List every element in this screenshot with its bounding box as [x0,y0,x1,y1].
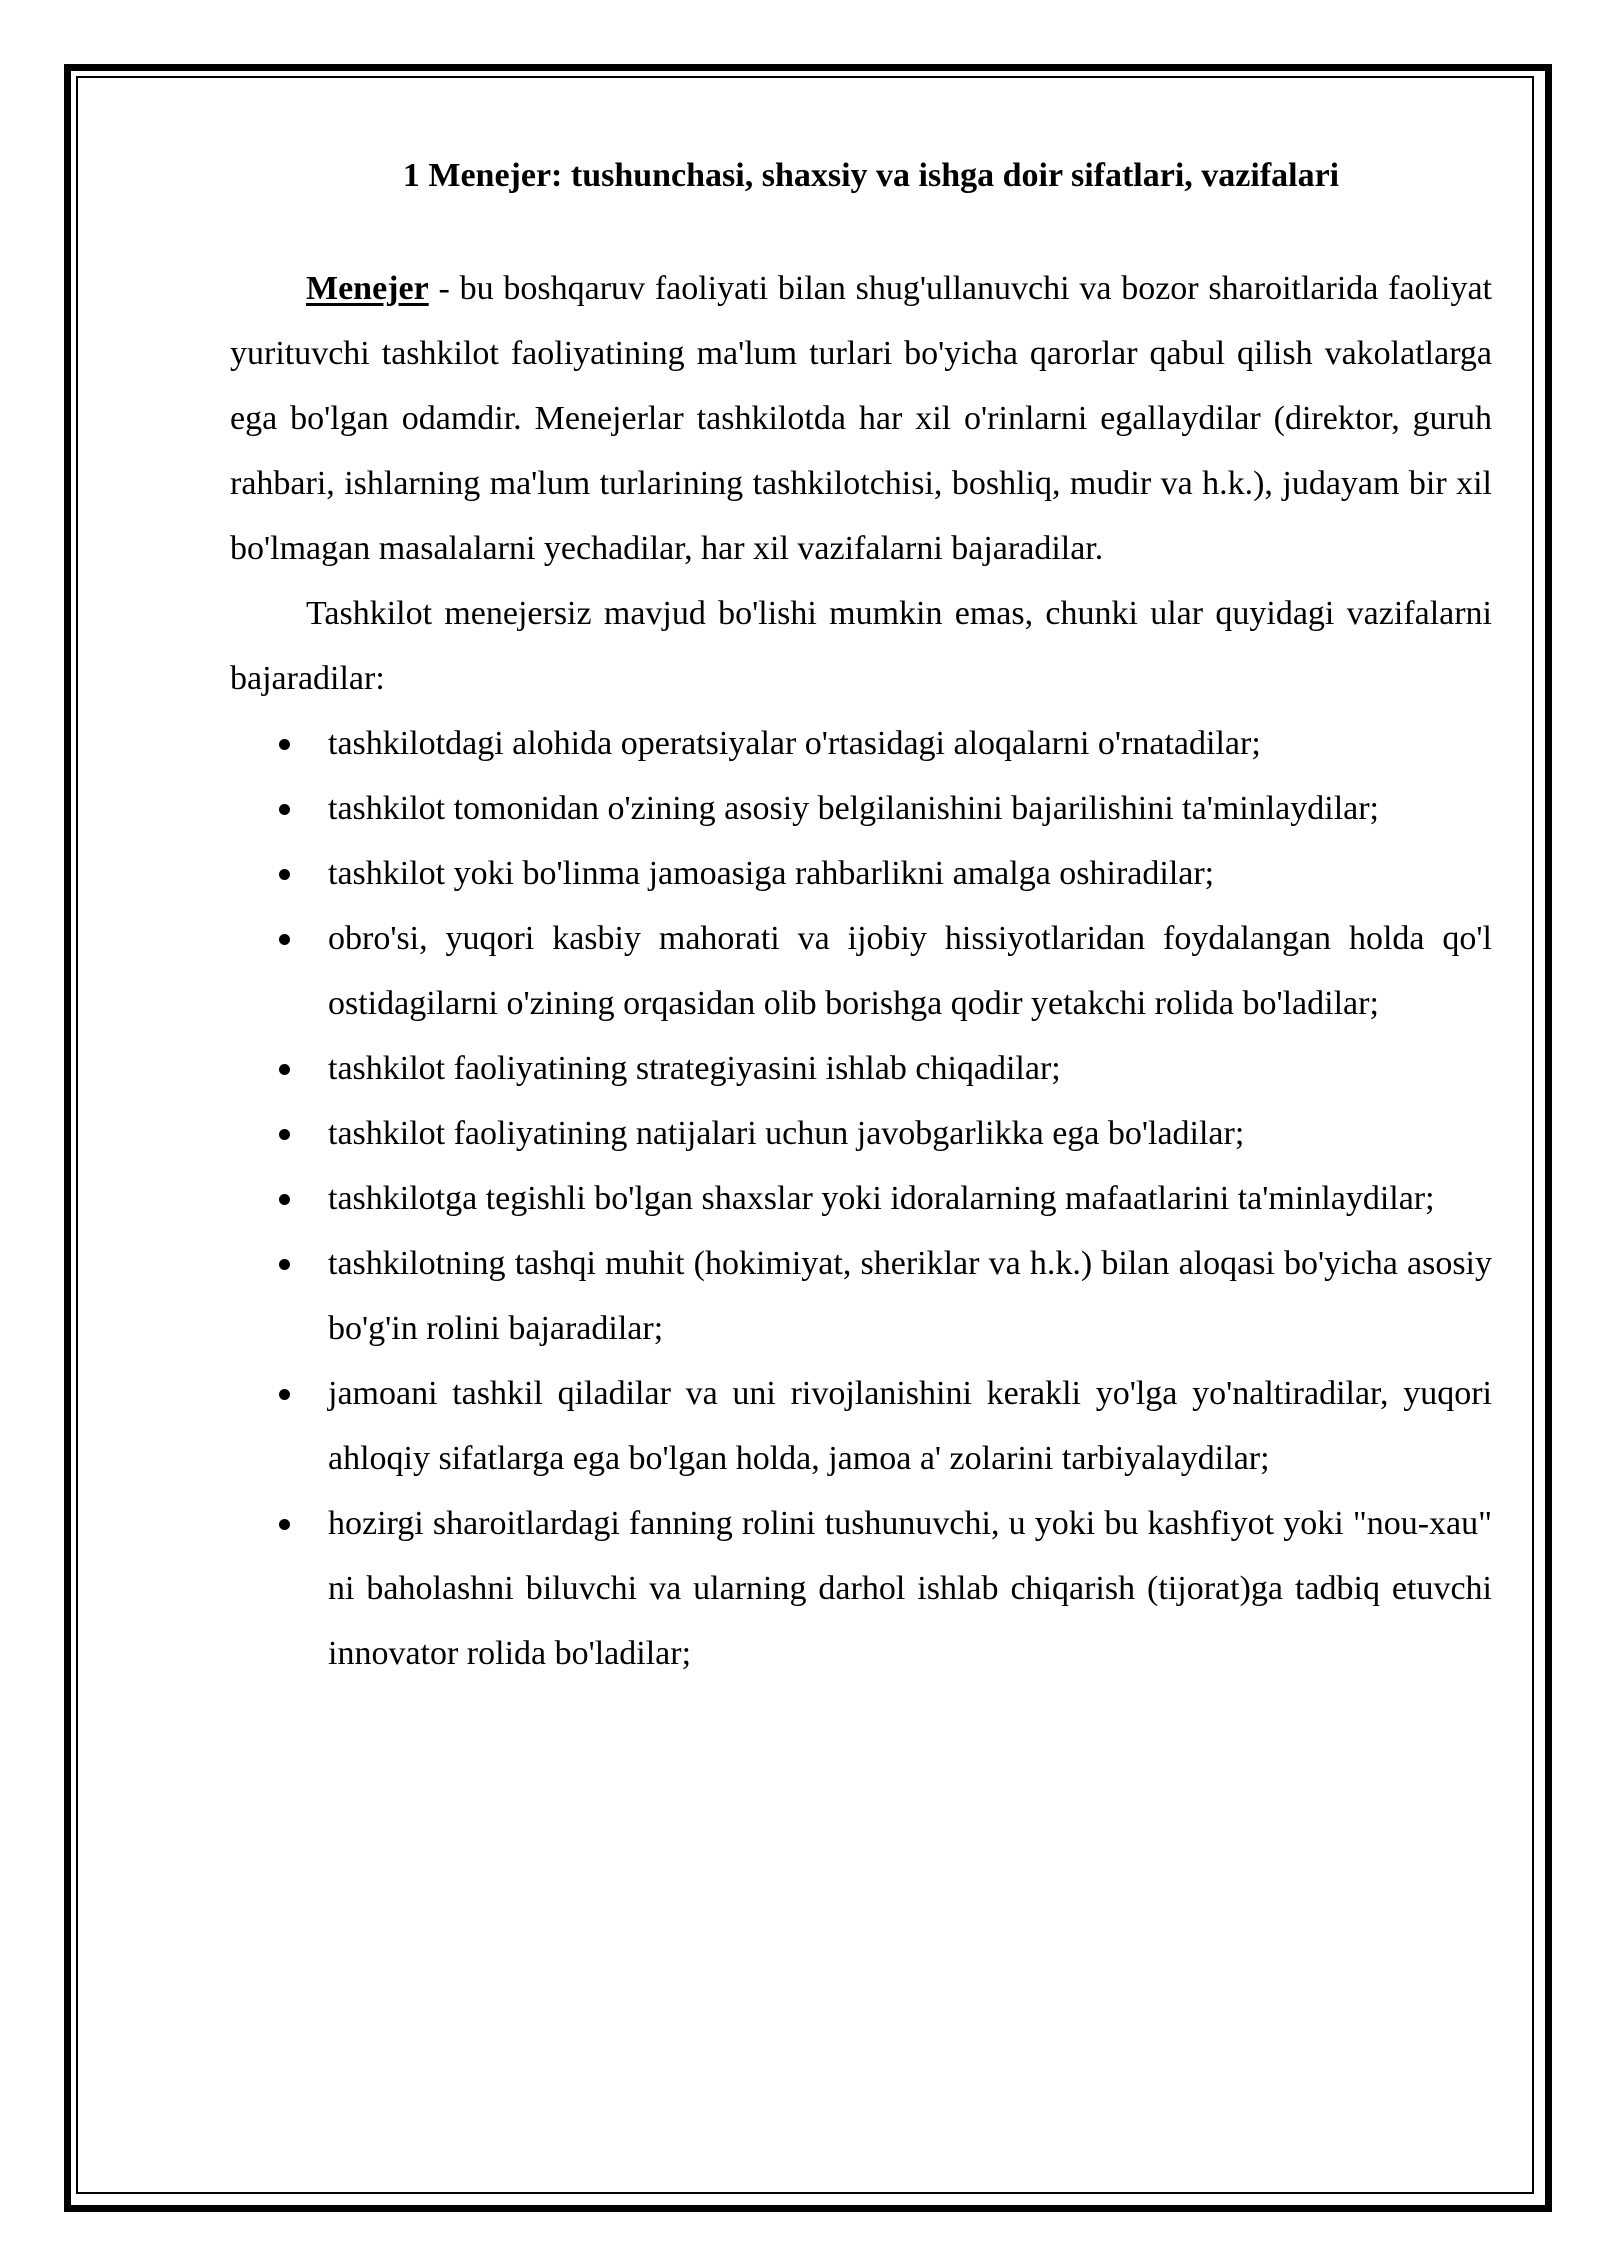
list-item [230,711,1492,776]
list-item-text: obro'si, yuqori kasbiy mahorati va ijobiy hissiyotlaridan foydalangan holda qo'l ostidagilarni o'zining orqasidan olib borishga qodir yetakchi rolida bo'ladilar; [328,920,1492,1022]
list-item [230,1361,1492,1491]
list-item-text: tashkilot tomonidan o'zining asosiy belgilanishini bajarilishini ta'minlaydilar; [328,790,1379,827]
definition-paragraph [230,256,1492,581]
list-item-text: tashkilotning tashqi muhit (hokimiyat, sheriklar va h.k.) bilan aloqasi bo'yicha asosiy bo'g'in rolini bajaradilar; [328,1245,1492,1347]
list-item-text: tashkilotdagi alohida operatsiyalar o'rtasidagi aloqalarni o'rnatadilar; [328,725,1261,762]
bullet-icon [279,1064,290,1075]
list-item [230,841,1492,906]
bullet-icon [279,869,290,880]
list-item [230,1491,1492,1686]
list-item [230,1166,1492,1231]
list-item-text: tashkilot yoki bo'linma jamoasiga rahbarlikni amalga oshiradilar; [328,855,1215,892]
list-item [230,1231,1492,1361]
list-item-text: jamoani tashkil qiladilar va uni rivojlanishini kerakli yo'lga yo'naltiradilar, yuqori ahloqiy sifatlarga ega bo'lgan holda, jamoa a' zolarini tarbiyalaydilar; [328,1375,1492,1477]
list-item [230,776,1492,841]
functions-list [230,711,1492,1686]
bullet-icon [279,1389,290,1400]
list-item-text: tashkilot faoliyatining strategiyasini ishlab chiqadilar; [328,1050,1061,1087]
list-item [230,1036,1492,1101]
bullet-icon [279,1519,290,1530]
list-item [230,1101,1492,1166]
list-item-text: tashkilotga tegishli bo'lgan shaxslar yoki idoralarning mafaatlarini ta'minlaydilar; [328,1180,1435,1217]
definition-text: - bu boshqaruv faoliyati bilan shug'ullanuvchi va bozor sharoitlarida faoliyat yurituvchi tashkilot faoliyatining ma'lum turlari bo'yicha qarorlar qabul qilish vakolatlarga ega bo'lgan odamdir. Menejerlar tashkilotda har xil o'rinlarni egallaydilar (direktor, guruh rahbari, ishlarning ma'lum turlarining tashkilotchisi, boshliq, mudir va h.k.), judayam bir xil bo'lmagan masalalarni yechadilar, har xil vazifalarni bajaradilar. [230,270,1492,567]
functions-intro-paragraph: Tashkilot menejersiz mavjud bo'lishi mumkin emas, chunki ular quyidagi vazifalarni bajaradilar: [230,595,1492,697]
list-item-text: hozirgi sharoitlardagi fanning rolini tushunuvchi, u yoki bu kashfiyot yoki "nou-xau" ni baholashni biluvchi va ularning darhol ishlab chiqarish (tijorat)ga tadbiq etuvchi innovator rolida bo'ladilar; [328,1505,1492,1672]
list-item [230,906,1492,1036]
document-title: 1 Menejer: tushunchasi, shaxsiy va ishga doir sifatlari, vazifalari [402,157,1340,194]
list-item-text: tashkilot faoliyatining natijalari uchun javobgarlikka ega bo'ladilar; [328,1115,1245,1152]
bullet-icon [279,1194,290,1205]
bullet-icon [279,1129,290,1140]
bullet-icon [279,934,290,945]
document-body [230,150,1492,1686]
bullet-icon [279,804,290,815]
bullet-icon [279,739,290,750]
defined-term: Menejer [306,270,429,307]
bullet-icon [279,1259,290,1270]
